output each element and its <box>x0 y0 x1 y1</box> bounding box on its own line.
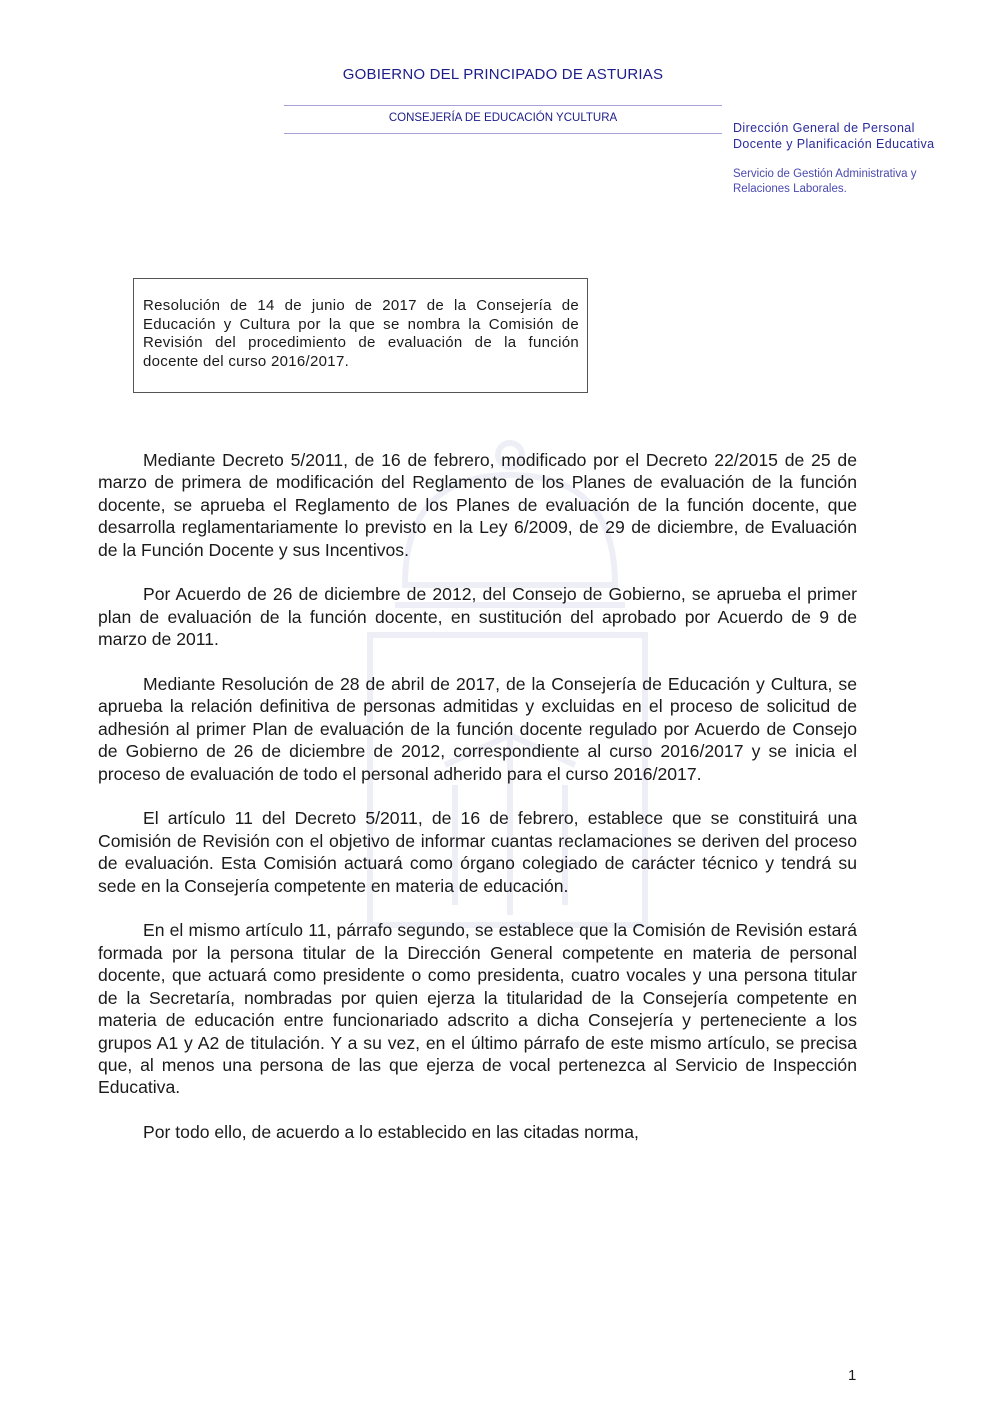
government-name: GOBIERNO DEL PRINCIPADO DE ASTURIAS <box>342 66 664 83</box>
paragraph: Por todo ello, de acuerdo a lo establecido en las citadas norma, <box>143 1122 639 1143</box>
service-line: Servicio de Gestión Administrativa y <box>733 168 917 180</box>
paragraph: El artículo 11 del Decreto 5/2011, de 16 de febrero, establece que se constituirá una Comisión de Revisión con el objetivo de informar cuantas reclamaciones se deriven del proceso de evaluación. Esta Comisión actuará como órgano colegiado de carácter técnico y tendrá su sede en la Consejería competente en materia de educación. <box>98 808 857 896</box>
service-name <box>733 167 916 197</box>
page-number: 1 <box>848 1367 857 1384</box>
department-name: CONSEJERÍA DE EDUCACIÓN YCULTURA <box>388 112 618 124</box>
service-line: Relaciones Laborales. <box>733 183 847 195</box>
paragraph: Mediante Resolución de 28 de abril de 2017, de la Consejería de Educación y Cultura, se aprueba la relación definitiva de personas admitidas y excluidas en el proceso de solicitud de adhesión al primer Plan de evaluación de la función docente regulado por Acuerdo de Consejo de Gobierno de 26 de diciembre de 2012, correspondiente al curso 2016/2017 y se inicia el proceso de evaluación de todo el personal adherido para el curso 2016/2017. <box>98 674 857 784</box>
paragraph: En el mismo artículo 11, párrafo segundo, se establece que la Comisión de Revisión estará formada por la persona titular de la Dirección General competente en materia de personal docente, que actuará como presidente o como presidenta, cuatro vocales y una persona titular de la Secretaría, nombradas por quien ejerza la titularidad de la Consejería competente en materia de educación entre funcionariado adscrito a dicha Consejería y perteneciente a los grupos A1 y A2 de titulación. Y a su vez, en el último párrafo de este mismo artículo, se precisa que, al menos una persona de las que ejerza de vocal pertenezca al Servicio de Inspección Educativa. <box>98 920 857 1098</box>
header-divider-top <box>284 105 722 106</box>
directorate-line: Dirección General de Personal <box>733 121 915 135</box>
paragraph: Mediante Decreto 5/2011, de 16 de febrero, modificado por el Decreto 22/2015 de 25 de marzo de primera de modificación del Reglamento de los Planes de evaluación de la función docente, se aprueba el Reglamento de los Planes de evaluación de la función docente, que desarrolla reglamentariamente lo previsto en la Ley 6/2009, de 29 de diciembre, de Evaluación de la Función Docente y sus Incentivos. <box>98 450 857 560</box>
directorate-line: Docente y Planificación Educativa <box>733 136 935 151</box>
header-divider-bottom <box>284 133 722 134</box>
resolution-title-box: Resolución de 14 de junio de 2017 de la Consejería de Educación y Cultura por la que se nombra la Comisión de Revisión del procedimiento de evaluación de la función docente del curso 2016/2017. <box>133 278 588 393</box>
document-body <box>98 449 857 1166</box>
directorate-name <box>733 121 935 152</box>
paragraph: Por Acuerdo de 26 de diciembre de 2012, del Consejo de Gobierno, se aprueba el primer plan de evaluación de la función docente, en sustitución del aprobado por Acuerdo de 9 de marzo de 2011. <box>98 584 857 650</box>
